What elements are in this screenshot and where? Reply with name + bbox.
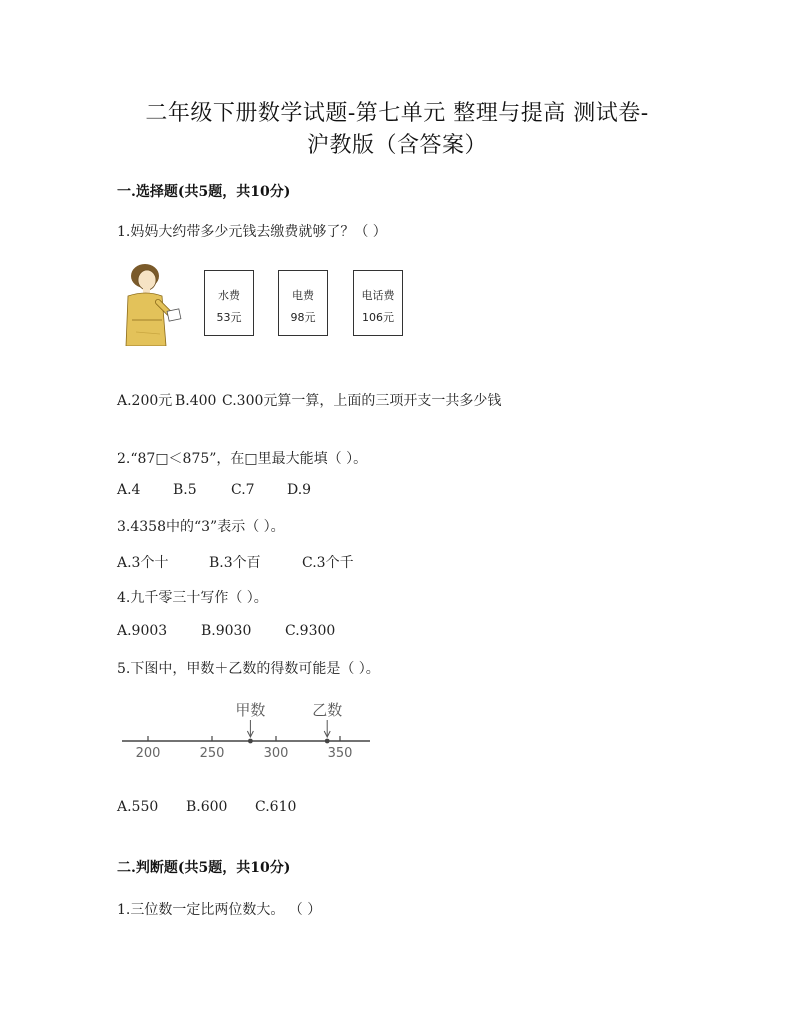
document-title-line2: 沪教版（含答案） bbox=[306, 133, 487, 158]
marker-yi-point bbox=[325, 739, 330, 744]
bill-phone bbox=[353, 270, 403, 336]
number-line-tick-label: 300 bbox=[263, 746, 289, 761]
option-b: B.3个百 bbox=[209, 555, 261, 571]
bill-amount: 106元 bbox=[362, 311, 394, 324]
number-line-tick-label: 350 bbox=[327, 746, 353, 761]
bill-name: 电话费 bbox=[361, 289, 395, 302]
option-a: A.3个十 bbox=[117, 555, 169, 571]
question-3-options bbox=[117, 552, 354, 572]
bill-electricity bbox=[278, 270, 328, 336]
number-line-tick-label: 200 bbox=[135, 746, 161, 761]
question-4-stem: 4.九千零三十写作（ ）。 bbox=[117, 590, 268, 606]
number-line-tick-label: 250 bbox=[199, 746, 225, 761]
option-b: B.5 bbox=[173, 482, 197, 498]
question-1-stem: 1.妈妈大约带多少元钱去缴费就够了？（ ） bbox=[117, 224, 387, 240]
bill-amount: 98元 bbox=[290, 311, 316, 324]
option-a: A.4 bbox=[117, 482, 141, 498]
question-3-stem: 3.4358中的“3”表示（ ）。 bbox=[117, 519, 285, 535]
option-a: A.200元 bbox=[117, 393, 173, 409]
option-c: C.300元算一算，上面的三项开支一共多少钱 bbox=[222, 393, 502, 409]
document-title-line1: 二年级下册数学试题-第七单元 整理与提高 测试卷- bbox=[145, 101, 649, 126]
section2-question-1-stem: 1.三位数一定比两位数大。 （ ） bbox=[117, 902, 322, 918]
question-2-options bbox=[117, 482, 311, 498]
marker-jia-point bbox=[248, 739, 253, 744]
option-b: B.400 bbox=[175, 393, 217, 409]
marker-yi-label: 乙数 bbox=[312, 701, 343, 719]
bill-name: 水费 bbox=[218, 289, 240, 302]
option-c: C.9300 bbox=[285, 623, 336, 639]
mother-illustration bbox=[118, 262, 184, 346]
option-a: A.550 bbox=[117, 799, 159, 815]
section-heading-choice: 一.选择题(共5题，共10分) bbox=[117, 184, 291, 200]
option-c: C.3个千 bbox=[302, 555, 354, 571]
question-5-stem: 5.下图中，甲数＋乙数的得数可能是（ ）。 bbox=[117, 661, 380, 677]
marker-jia-label: 甲数 bbox=[235, 701, 266, 719]
number-line-figure bbox=[118, 695, 378, 765]
option-b: B.600 bbox=[186, 799, 228, 815]
bill-amount: 53元 bbox=[216, 311, 242, 324]
bill-water bbox=[204, 270, 254, 336]
option-a: A.9003 bbox=[117, 623, 168, 639]
question-5-options bbox=[117, 799, 296, 815]
question-2-stem: 2.“87□＜875”，在□里最大能填（ ）。 bbox=[117, 451, 368, 467]
bill-name: 电费 bbox=[292, 289, 314, 302]
question-4-options bbox=[117, 623, 335, 639]
section-heading-judgement: 二.判断题(共5题，共10分) bbox=[117, 860, 291, 876]
option-c: C.7 bbox=[231, 482, 255, 498]
option-d: D.9 bbox=[287, 482, 312, 498]
option-b: B.9030 bbox=[201, 623, 252, 639]
option-c: C.610 bbox=[255, 799, 297, 815]
question-1-options bbox=[117, 390, 501, 410]
